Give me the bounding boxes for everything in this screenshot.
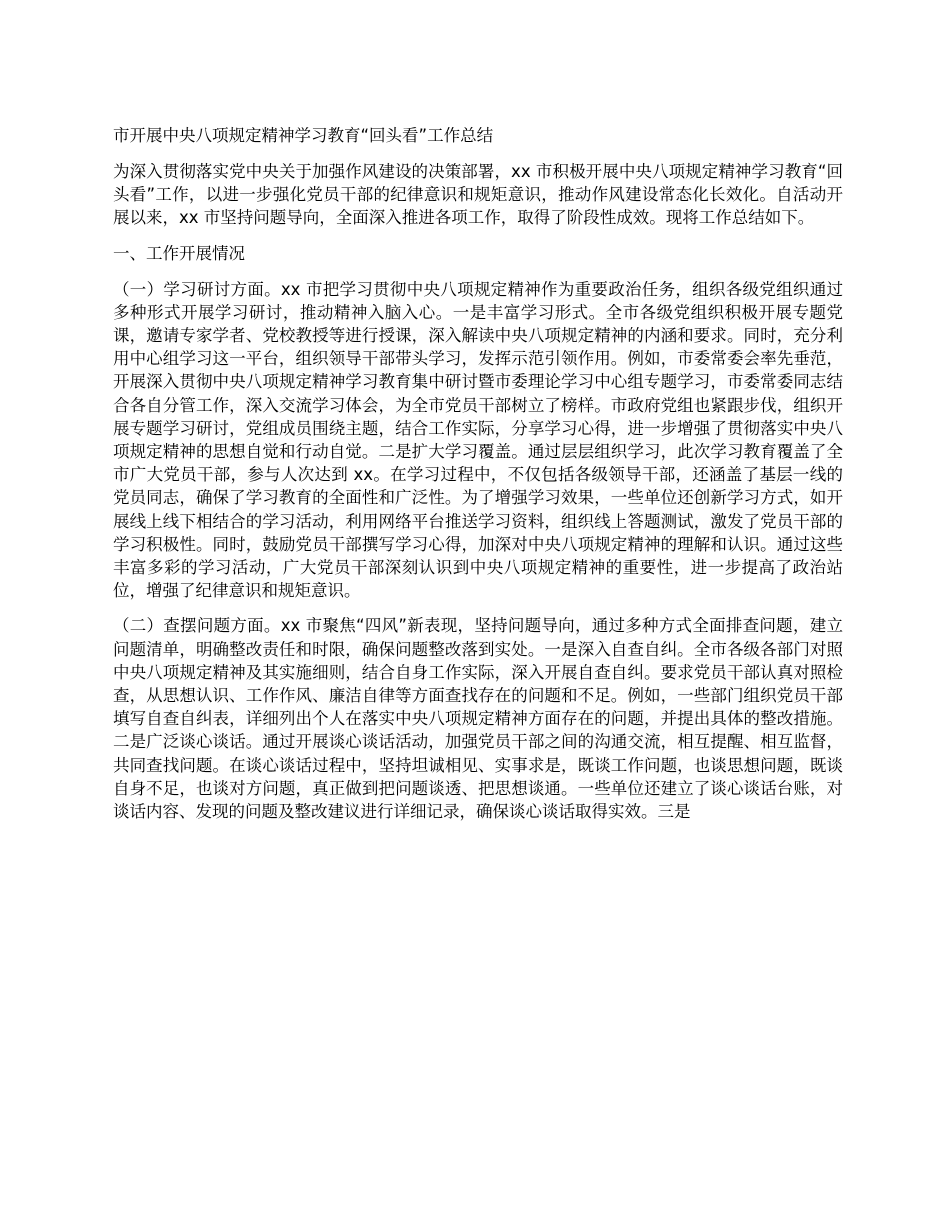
study-discussion-paragraph: （一）学习研讨方面。xx 市把学习贯彻中央八项规定精神作为重要政治任务，组织各级党组织通过多种形式开展学习研讨，推动精神入脑入心。一是丰富学习形式。全市各级党组织积极开展专题党课，邀请专家学者、党校教授等进行授课，深入解读中央八项规定精神的内涵和要求。同时，充分利用中心组学习这一平台，组织领导干部带头学习，发挥示范引领作用。例如，市委常委会率先垂范，开展深入贯彻中央八项规定精神学习教育集中研讨暨市委理论学习中心组专题学习，市委常委同志结合各自分管工作，深入交流学习体会，为全市党员干部树立了榜样。市政府党组也紧跟步伐，组织开展专题学习研讨，党组成员围绕主题，结合工作实际，分享学习心得，进一步增强了贯彻落实中央八项规定精神的思想自觉和行动自觉。二是扩大学习覆盖。通过层层组织学习，此次学习教育覆盖了全市广大党员干部，参与人次达到 xx。在学习过程中，不仅包括各级领导干部，还涵盖了基层一线的党员同志，确保了学习教育的全面性和广泛性。为了增强学习效果，一些单位还创新学习方式，如开展线上线下相结合的学习活动，利用网络平台推送学习资料，组织线上答题测试，激发了党员干部的学习积极性。同时，鼓励党员干部撰写学习心得，加深对中央八项规定精神的理解和认识。通过这些丰富多彩的学习活动，广大党员干部深刻认识到中央八项规定精神的重要性，进一步提高了政治站位，增强了纪律意识和规矩意识。	[113, 279, 843, 601]
problem-finding-paragraph: （二）查摆问题方面。xx 市聚焦“四风”新表现，坚持问题导向，通过多种方式全面排查问题，建立问题清单，明确整改责任和时限，确保问题整改落到实处。一是深入自查自纠。全市各级各部门对照中央八项规定精神及其实施细则，结合自身工作实际，深入开展自查自纠。要求党员干部认真对照检查，从思想认识、工作作风、廉洁自律等方面查找存在的问题和不足。例如，一些部门组织党员干部填写自查自纠表，详细列出个人在落实中央八项规定精神方面存在的问题，并提出具体的整改措施。二是广泛谈心谈话。通过开展谈心谈话活动，加强党员干部之间的沟通交流，相互提醒、相互监督，共同查找问题。在谈心谈话过程中，坚持坦诚相见、实事求是，既谈工作问题，也谈思想问题，既谈自身不足，也谈对方问题，真正做到把问题谈透、把思想谈通。一些单位还建立了谈心谈话台账，对谈话内容、发现的问题及整改建议进行详细记录，确保谈心谈话取得实效。三是	[113, 616, 843, 822]
document-page	[113, 124, 843, 835]
section-heading-work-progress: 一、工作开展情况	[113, 243, 245, 263]
document-title: 市开展中央八项规定精神学习教育“回头看”工作总结	[113, 126, 494, 145]
intro-paragraph: 为深入贯彻落实党中央关于加强作风建设的决策部署，xx 市积极开展中央八项规定精神学习教育“回头看”工作，以进一步强化党员干部的纪律意识和规矩意识，推动作风建设常态化长效化。自活动开展以来，xx 市坚持问题导向，全面深入推进各项工作，取得了阶段性成效。现将工作总结如下。	[113, 162, 843, 228]
